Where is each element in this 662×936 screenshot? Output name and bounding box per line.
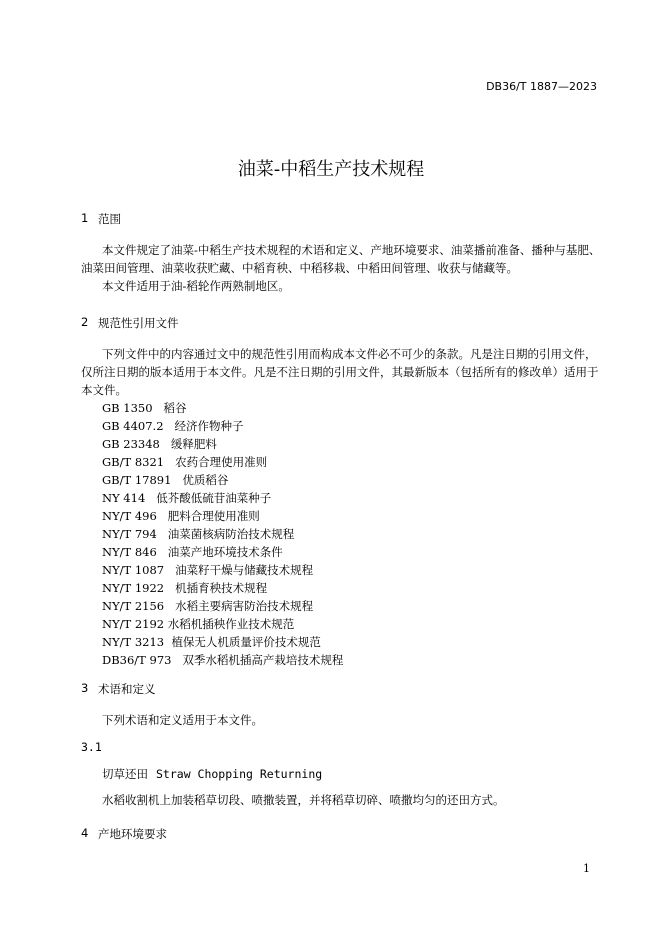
reference-name: 双季水稻机插高产栽培技术规程 bbox=[182, 653, 344, 667]
references-intro-line: 本文件。 bbox=[81, 383, 127, 397]
scope-paragraph-line: 油菜田间管理、油菜收获贮藏、中稻育秧、中稻移栽、中稻田间管理、收获与储藏等。 bbox=[81, 261, 518, 275]
reference-item bbox=[102, 634, 321, 650]
reference-item bbox=[102, 652, 343, 668]
term-number: 3.1 bbox=[81, 740, 102, 754]
reference-item bbox=[102, 562, 313, 578]
reference-item bbox=[102, 544, 283, 560]
section-title: 产地环境要求 bbox=[98, 827, 167, 841]
reference-code: GB/T 8321 bbox=[102, 455, 165, 469]
reference-code: NY/T 496 bbox=[102, 509, 157, 523]
reference-name: 优质稻谷 bbox=[182, 473, 229, 487]
reference-item bbox=[102, 472, 228, 488]
document-title: 油菜-中稻生产技术规程 bbox=[237, 159, 425, 180]
term-definition: 水稻收割机上加装稻草切段、喷撒装置，并将稻草切碎、喷撒均匀的还田方式。 bbox=[102, 793, 505, 807]
section-4-heading bbox=[81, 826, 281, 842]
term-name-en: Straw Chopping Returning bbox=[156, 767, 323, 781]
reference-item bbox=[102, 526, 294, 542]
reference-code: GB 4407.2 bbox=[102, 419, 164, 433]
reference-name: 稻谷 bbox=[163, 401, 187, 415]
references-intro-line: 下列文件中的内容通过文中的规范性引用而构成本文件必不可少的条款。凡是注日期的引用文件， bbox=[102, 347, 597, 361]
scope-paragraph-line: 本文件规定了油菜-中稻生产技术规程的术语和定义、产地环境要求、油菜播前准备、播种与基肥、 bbox=[102, 243, 601, 257]
reference-name: 低芥酸低硫苷油菜种子 bbox=[156, 491, 272, 505]
reference-code: GB 23348 bbox=[102, 437, 160, 451]
section-title: 范围 bbox=[98, 212, 121, 226]
reference-code: GB/T 17891 bbox=[102, 473, 172, 487]
reference-name: 油菜籽干燥与储藏技术规程 bbox=[175, 563, 314, 577]
section-title: 规范性引用文件 bbox=[98, 316, 179, 330]
reference-code: NY 414 bbox=[102, 491, 146, 505]
reference-item bbox=[102, 454, 267, 470]
reference-name: 经济作物种子 bbox=[174, 419, 244, 433]
reference-name: 植保无人机质量评价技术规范 bbox=[171, 635, 321, 649]
reference-item bbox=[102, 400, 187, 416]
section-3-heading bbox=[81, 681, 281, 697]
reference-item bbox=[102, 508, 260, 524]
references-intro-line: 仅所注日期的版本适用于本文件。凡是不注日期的引用文件，其最新版本（包括所有的修改单）适用于 bbox=[81, 365, 599, 379]
reference-name: 机插育秧技术规程 bbox=[175, 581, 268, 595]
reference-item bbox=[102, 580, 267, 596]
section-number: 1 bbox=[81, 211, 89, 225]
section-2-heading bbox=[81, 315, 281, 331]
section-1-heading bbox=[81, 211, 281, 227]
section-title: 术语和定义 bbox=[98, 682, 156, 696]
reference-item bbox=[102, 490, 271, 506]
reference-name: 农药合理使用准则 bbox=[175, 455, 268, 469]
reference-code: GB 1350 bbox=[102, 401, 153, 415]
term-heading bbox=[102, 766, 322, 782]
reference-code: NY/T 1087 bbox=[102, 563, 165, 577]
section-number: 4 bbox=[81, 826, 89, 840]
section-number: 3 bbox=[81, 681, 89, 695]
reference-item bbox=[102, 598, 313, 614]
reference-code: DB36/T 973 bbox=[102, 653, 172, 667]
reference-code: NY/T 846 bbox=[102, 545, 157, 559]
reference-code: NY/T 2192 bbox=[102, 617, 165, 631]
reference-item bbox=[102, 418, 244, 434]
reference-name: 油菜菌核病防治技术规程 bbox=[167, 527, 295, 541]
reference-code: NY/T 1922 bbox=[102, 581, 165, 595]
reference-item bbox=[102, 616, 294, 632]
reference-code: NY/T 2156 bbox=[102, 599, 165, 613]
standard-code: DB36/T 1887—2023 bbox=[486, 80, 597, 93]
reference-name: 水稻机插秧作业技术规范 bbox=[167, 617, 295, 631]
reference-code: NY/T 794 bbox=[102, 527, 157, 541]
section-number: 2 bbox=[81, 315, 89, 329]
term-name-zh: 切草还田 bbox=[102, 767, 148, 781]
page-number: 1 bbox=[583, 862, 590, 875]
reference-code: NY/T 3213 bbox=[102, 635, 165, 649]
reference-item bbox=[102, 436, 217, 452]
reference-name: 缓释肥料 bbox=[170, 437, 217, 451]
reference-name: 油菜产地环境技术条件 bbox=[167, 545, 283, 559]
scope-applicability: 本文件适用于油-稻轮作两熟制地区。 bbox=[102, 279, 290, 293]
terms-intro: 下列术语和定义适用于本文件。 bbox=[102, 713, 263, 727]
reference-name: 肥料合理使用准则 bbox=[167, 509, 260, 523]
reference-name: 水稻主要病害防治技术规程 bbox=[175, 599, 314, 613]
